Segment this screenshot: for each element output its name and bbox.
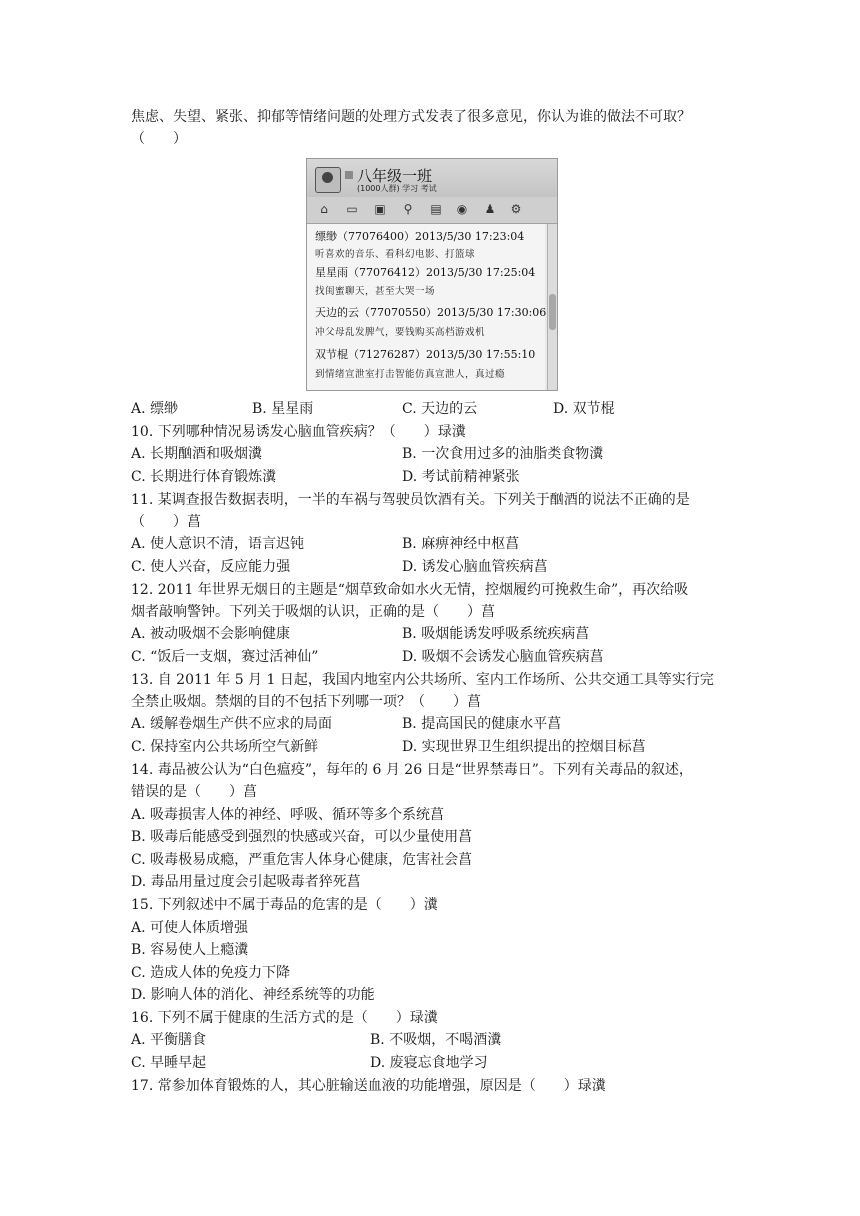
question-11-stem: 11. 某调查报告数据表明，一半的车祸与驾驶员饮酒有关。下列关于酗酒的说法不正确的是 [131, 492, 690, 508]
q13-option-a: A. 缓解卷烟生产供不应求的局面 [131, 716, 333, 732]
question-12-stem-cont: 烟者敲响警钟。下列关于吸烟的认识，正确的是（ ）菖 [131, 604, 495, 620]
q16-option-a: A. 平衡膳食 [131, 1032, 207, 1048]
question-13-stem-cont: 全禁止吸烟。禁烟的目的不包括下列哪一项？（ ）菖 [131, 694, 481, 710]
chat-screenshot [306, 158, 558, 391]
message-text: 找闺蜜聊天，甚至大哭一场 [315, 286, 436, 297]
home-icon: ⌂ [320, 202, 328, 216]
q16-option-b: B. 不吸烟，不喝酒瀵 [370, 1032, 502, 1048]
q14-option-c: C. 吸毒极易成瘾，严重危害人体身心健康，危害社会菖 [131, 852, 473, 868]
question-14-stem-cont: 错误的是（ ）菖 [131, 784, 257, 800]
q10-option-a: A. 长期酗酒和吸烟瀵 [131, 446, 263, 462]
q10-option-d: D. 考试前精神紧张 [402, 469, 520, 485]
group-avatar-icon [315, 167, 341, 193]
question-14-stem: 14. 毒品被公认为“白色瘟疫”，每年的 6 月 26 日是“世界禁毒日”。下列有关毒品的叙述， [131, 762, 693, 778]
q11-option-b: B. 麻痹神经中枢菖 [402, 536, 520, 552]
question-16-stem: 16. 下列不属于健康的生活方式的是（ ）琭瀵 [131, 1010, 438, 1026]
q12-option-b: B. 吸烟能诱发呼吸系统疾病菖 [402, 626, 590, 642]
message-text: 冲父母乱发脾气，要钱购买高档游戏机 [315, 327, 486, 338]
person-icon: ♟ [484, 202, 496, 216]
chat-icon: ▤ [430, 202, 442, 216]
chat-title: 八年级一班 [357, 167, 433, 185]
q13-option-c: C. 保持室内公共场所空气新鲜 [131, 739, 319, 755]
q13-option-d: D. 实现世界卫生组织提出的控烟目标菖 [402, 739, 646, 755]
q10-option-b: B. 一次食用过多的油脂类食物瀵 [402, 446, 604, 462]
q12-option-c: C. “饭后一支烟，赛过活神仙” [131, 649, 319, 665]
question-15-stem: 15. 下列叙述中不属于毒品的危害的是（ ）瀵 [131, 897, 438, 913]
message-header: 天边的云（77070550）2013/5/30 17:30:06 [315, 306, 547, 319]
q15-option-d: D. 影响人体的消化、神经系统等的功能 [131, 987, 375, 1003]
question-17-stem: 17. 常参加体育锻炼的人，其心脏输送血液的功能增强，原因是（ ）琭瀵 [131, 1078, 606, 1094]
q14-option-a: A. 吸毒损害人体的神经、呼吸、循环等多个系统菖 [131, 807, 445, 823]
message-header: 星星雨（77076412）2013/5/30 17:25:04 [315, 266, 536, 279]
question-9-stem: 焦虑、失望、紧张、抑郁等情绪问题的处理方式发表了很多意见，你认为谁的做法不可取？ [131, 109, 691, 125]
q9-option-a: A. 缥缈 [131, 401, 179, 417]
image-icon: ▣ [374, 202, 386, 216]
q14-option-b: B. 吸毒后能感受到强烈的快感或兴奋，可以少量使用菖 [131, 829, 473, 845]
chat-subtitle: (1000人群) 学习 考试 [357, 184, 437, 193]
chat-toolbar [307, 197, 557, 224]
record-icon: ◉ [456, 202, 468, 216]
gear-icon: ⚙ [510, 202, 522, 216]
q15-option-b: B. 容易使人上瘾瀵 [131, 942, 249, 958]
q13-option-b: B. 提高国民的健康水平菖 [402, 716, 562, 732]
q14-option-d: D. 毒品用量过度会引起吸毒者猝死菖 [131, 874, 361, 890]
q16-option-c: C. 早睡早起 [131, 1055, 207, 1071]
q12-option-a: A. 被动吸烟不会影响健康 [131, 626, 291, 642]
q9-option-b: B. 星星雨 [252, 401, 314, 417]
chat-messages [307, 224, 545, 390]
question-11-stem-cont: （ ）菖 [131, 514, 201, 530]
question-10-stem: 10. 下列哪种情况易诱发心脑血管疾病？（ ）琭瀵 [131, 424, 466, 440]
message-text: 听喜欢的音乐、看科幻电影、打篮球 [315, 249, 476, 260]
q16-option-d: D. 废寝忘食地学习 [370, 1055, 488, 1071]
q15-option-c: C. 造成人体的免疫力下降 [131, 965, 291, 981]
scroll-thumb [549, 294, 556, 330]
q9-option-c: C. 天边的云 [402, 401, 478, 417]
screen-icon: ▭ [346, 202, 358, 216]
question-9-blank: （ ） [131, 131, 187, 147]
question-13-stem: 13. 自 2011 年 5 月 1 日起，我国内地室内公共场所、室内工作场所、公共交通工具等实行完 [131, 672, 714, 688]
q9-option-d: D. 双节棍 [553, 401, 615, 417]
group-icon [345, 171, 353, 179]
message-text: 到情绪宣泄室打击智能仿真宣泄人，真过瘾 [315, 369, 506, 380]
q12-option-d: D. 吸烟不会诱发心脑血管疾病菖 [402, 649, 604, 665]
search-icon: ⚲ [403, 202, 413, 216]
q11-option-d: D. 诱发心脑血管疾病菖 [402, 559, 548, 575]
question-12-stem: 12. 2011 年世界无烟日的主题是“烟草致命如水火无情，控烟履约可挽救生命”，再次给吸 [131, 582, 689, 598]
q11-option-a: A. 使人意识不清，语言迟钝 [131, 536, 305, 552]
message-header: 双节棍（71276287）2013/5/30 17:55:10 [315, 348, 536, 361]
q15-option-a: A. 可使人体质增强 [131, 920, 249, 936]
chat-header [307, 159, 557, 197]
message-header: 缥缈（77076400）2013/5/30 17:23:04 [315, 230, 525, 243]
q11-option-c: C. 使人兴奋，反应能力强 [131, 559, 291, 575]
q10-option-c: C. 长期进行体育锻炼瀵 [131, 469, 277, 485]
chat-scrollbar [547, 224, 557, 390]
